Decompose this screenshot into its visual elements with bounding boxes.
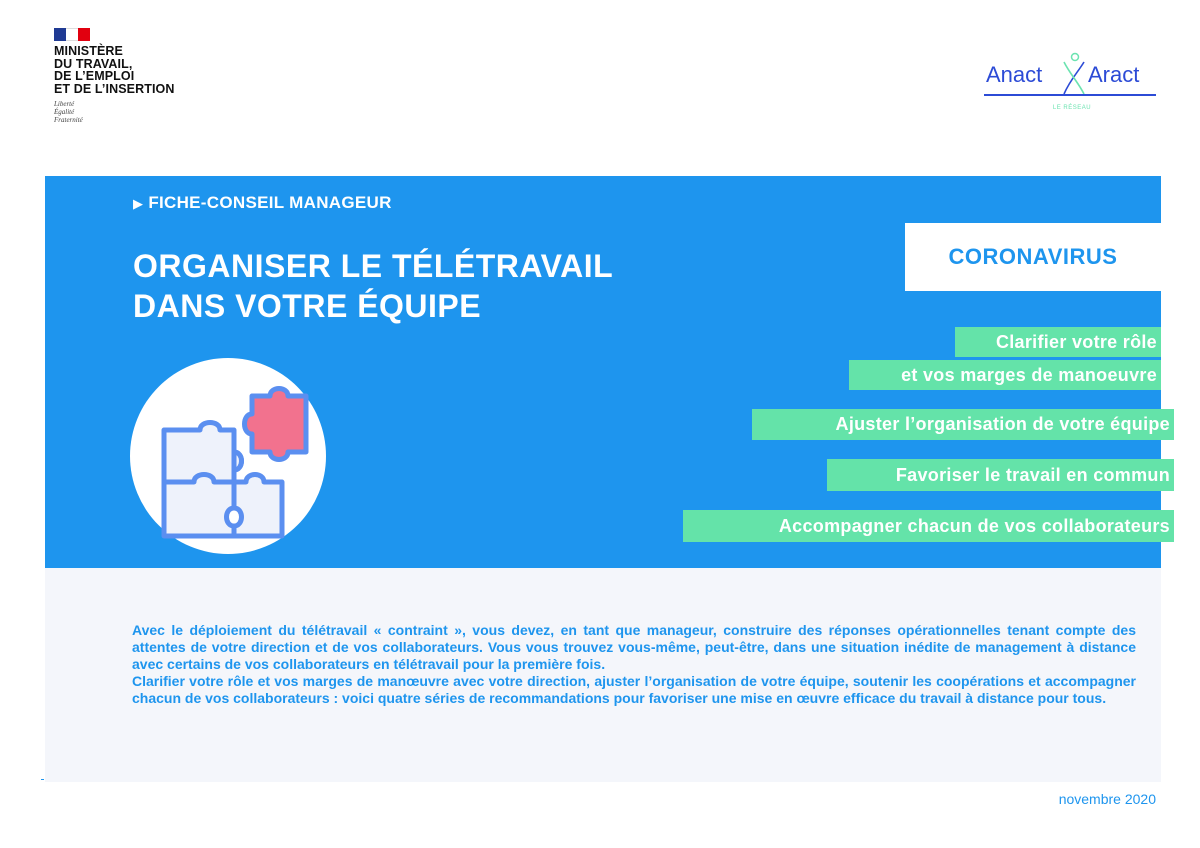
ministry-logo bbox=[54, 28, 174, 124]
puzzle-icon bbox=[130, 358, 326, 554]
intro-paragraph: Avec le déploiement du télétravail « contraint », vous devez, en tant que manageur, construire des réponses opérationnelles tenant compte des attentes de votre direction et de vos collaborateurs. Vous vous trouvez vous-même, peut-être, dans une situation inédite de management à distance avec certains de vos collaborateurs en télétravail pour la première fois. bbox=[132, 622, 1136, 672]
topic-tag-role bbox=[955, 327, 1161, 357]
publication-date: novembre 2020 bbox=[1058, 791, 1156, 807]
topic-tag-organisation bbox=[752, 409, 1174, 440]
topic-text: et vos marges de manoeuvre bbox=[901, 364, 1157, 385]
title-line: ORGANISER LE TÉLÉTRAVAIL bbox=[133, 248, 614, 284]
title-line: DANS VOTRE ÉQUIPE bbox=[133, 288, 482, 324]
aract-word: Aract bbox=[1088, 62, 1140, 87]
play-arrow-icon: ▶ bbox=[133, 196, 144, 211]
logo-cross-icon bbox=[1060, 52, 1088, 96]
coronavirus-badge: CORONAVIRUS bbox=[905, 223, 1161, 291]
motto-line: Égalité bbox=[54, 108, 75, 116]
margin-tick bbox=[41, 779, 44, 780]
topic-tag-margins bbox=[849, 360, 1161, 390]
ministry-name bbox=[54, 45, 174, 95]
topic-text: Ajuster l’organisation de votre équipe bbox=[835, 414, 1170, 434]
motto-line: Fraternité bbox=[54, 116, 83, 124]
illustration-circle bbox=[130, 358, 326, 554]
ministry-name-line: DU TRAVAIL, bbox=[54, 56, 133, 71]
topic-text: Clarifier votre rôle bbox=[995, 331, 1157, 352]
ministry-name-line: DE L’EMPLOI bbox=[54, 69, 135, 83]
intro-text bbox=[132, 622, 1136, 707]
motto-line: Liberté bbox=[54, 100, 75, 108]
intro-paragraph: Clarifier votre rôle et vos marges de manœuvre avec votre direction, ajuster l’organisation de votre équipe, soutenir les coopérations et accompagner chacun de vos collaborateurs : voici quatre séries de recommandations pour favoriser une mise en œuvre efficace du travail à distance pour tous. bbox=[132, 673, 1136, 706]
topic-text: Favoriser le travail en commun bbox=[895, 464, 1170, 485]
page-title bbox=[133, 246, 613, 326]
republic-motto bbox=[54, 100, 174, 124]
topic-tag-common-work bbox=[827, 459, 1174, 491]
logo-subtitle: LE RÉSEAU bbox=[1052, 105, 1092, 111]
anact-aract-logo bbox=[982, 52, 1162, 114]
document-kicker bbox=[133, 193, 392, 213]
kicker-text: FICHE-CONSEIL MANAGEUR bbox=[148, 193, 392, 212]
topic-tag-accompany bbox=[683, 510, 1174, 542]
logo-underline bbox=[984, 94, 1156, 96]
french-flag-icon bbox=[54, 28, 90, 41]
ministry-name-line: MINISTÈRE bbox=[54, 44, 123, 58]
anact-word: Anact bbox=[986, 62, 1043, 87]
topic-text: Accompagner chacun de vos collaborateurs bbox=[778, 515, 1170, 536]
ministry-name-line: ET DE L’INSERTION bbox=[54, 81, 175, 96]
